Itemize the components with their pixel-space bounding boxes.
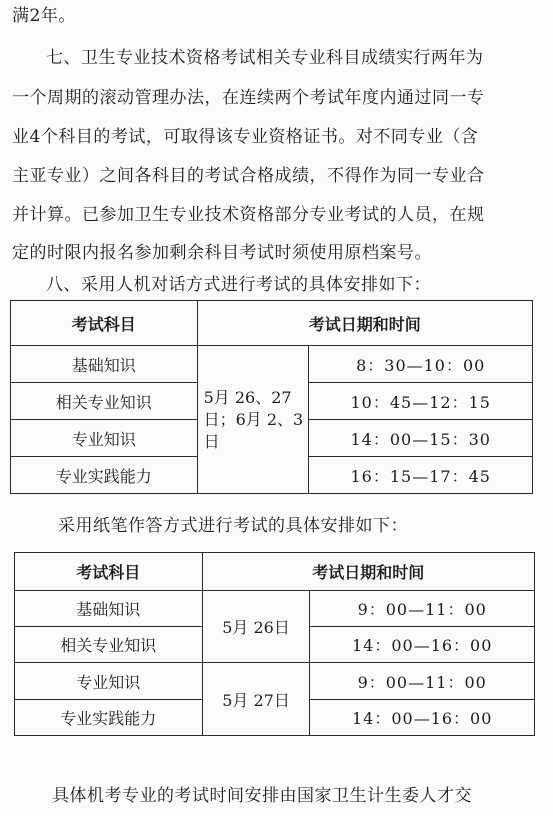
paragraph-continuation: 满2年。 xyxy=(12,6,76,26)
table2-subject: 相关专业知识 xyxy=(15,627,203,663)
table2-header-subject: 考试科目 xyxy=(15,553,203,591)
paragraph-7-line-4: 主亚专业）之间各科目的考试合格成绩，不得作为同一专业合 xyxy=(12,166,485,186)
table2-subject: 专业实践能力 xyxy=(15,700,203,736)
paragraph-7-line-3: 业4个科目的考试，可取得该专业资格证书。对不同专业（含 xyxy=(12,127,479,147)
paragraph-7-line-2: 一个周期的滚动管理办法，在连续两个考试年度内通过同一专 xyxy=(12,88,485,108)
table1-time: 8：30—10：00 xyxy=(309,346,533,383)
table1-header-subject: 考试科目 xyxy=(11,301,198,346)
table1-time: 16：15—17：45 xyxy=(309,457,533,494)
table1-time: 10：45—12：15 xyxy=(309,383,533,420)
paragraph-final: 具体机考专业的考试时间安排由国家卫生计生委人才交 xyxy=(52,786,472,806)
computer-exam-table xyxy=(10,300,533,494)
paper-exam-intro: 采用纸笔作答方式进行考试的具体安排如下： xyxy=(58,516,408,536)
table2-date: 5月 26日 xyxy=(202,591,310,663)
table2-time: 14：00—16：00 xyxy=(310,627,535,663)
table2-header-datetime: 考试日期和时间 xyxy=(202,553,534,591)
paper-exam-table xyxy=(14,552,535,736)
table1-time: 14：00—15：30 xyxy=(309,420,533,457)
table1-subject: 基础知识 xyxy=(11,346,198,383)
table2-date: 5月 27日 xyxy=(202,663,310,736)
table2-subject: 基础知识 xyxy=(15,591,203,627)
table1-subject: 专业实践能力 xyxy=(11,457,198,494)
table2-time: 14：00—16：00 xyxy=(310,700,535,736)
table1-header-datetime: 考试日期和时间 xyxy=(197,301,532,346)
paragraph-7-line-1: 七、卫生专业技术资格考试相关专业科目成绩实行两年为 xyxy=(46,48,484,68)
paragraph-7-line-5: 并计算。已参加卫生专业技术资格部分专业考试的人员，在规 xyxy=(12,205,485,225)
table1-subject: 专业知识 xyxy=(11,420,198,457)
table2-time: 9：00—11：00 xyxy=(310,591,535,627)
table1-subject: 相关专业知识 xyxy=(11,383,198,420)
paragraph-8: 八、采用人机对话方式进行考试的具体安排如下： xyxy=(46,275,431,295)
table2-subject: 专业知识 xyxy=(15,663,203,700)
table1-date: 5月 26、27日；6月 2、3日 xyxy=(197,346,309,494)
paragraph-7-line-6: 定的时限内报名参加剩余科目考试时须使用原档案号。 xyxy=(12,243,432,263)
table2-time: 9：00—11：00 xyxy=(310,663,535,700)
